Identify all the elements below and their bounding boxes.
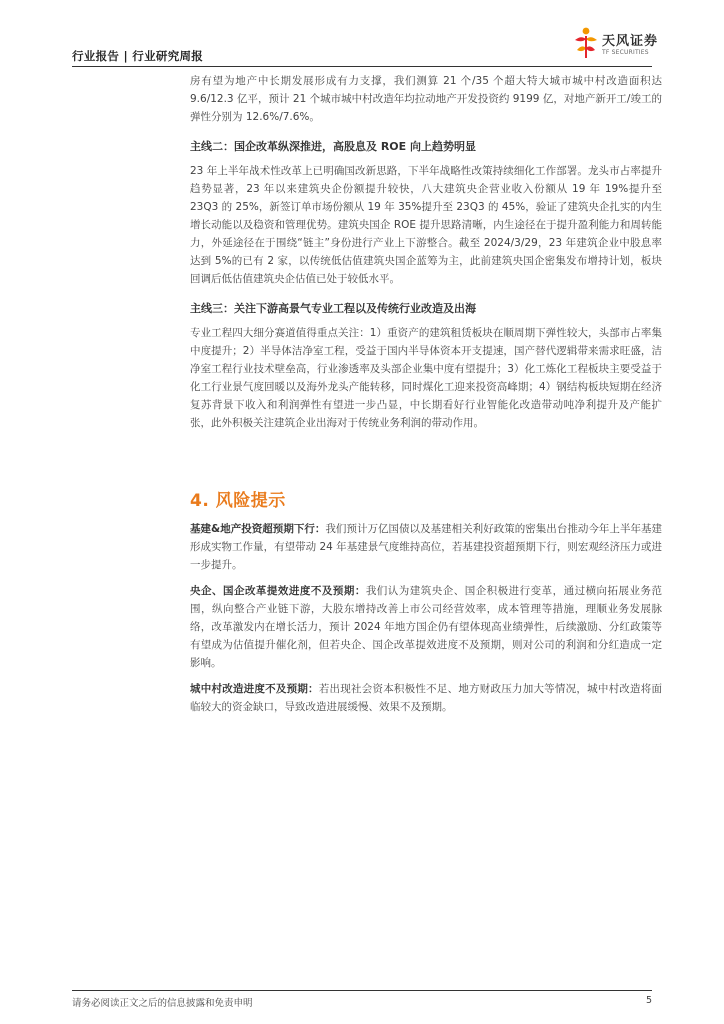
risk-item-text: 若出现社会资本积极性不足、地方财政压力加大等情况，城中村改造将面临较大的资金缺口，导致改造进展缓慢、效果不及预期。 bbox=[190, 683, 663, 713]
line3-body: 专业工程四大细分赛道值得重点关注：1）重资产的建筑租赁板块在顺周期下弹性较大，头部市占率集中度提升；2）半导体洁净室工程，受益于国内半导体资本开支提速，国产替代逻辑带来需求旺盛，洁净室工程行业技术壁垒高，行业渗透率及头部企业集中度有望提升；3）化工炼化工程板块主要受益于化工行业景气度回暖以及海外龙头产能转移，同时煤化工迎来投资高峰期；4）钢结构板块短期在经济复苏背景下收入和利润弹性有望进一步凸显，中长期看好行业智能化改造带动吨净利提升及产能扩张，此外积极关注建筑企业出海对于传统业务利润的带动作用。 bbox=[190, 327, 662, 429]
header-divider bbox=[72, 66, 652, 67]
risk-item-text: 我们认为建筑央企、国企积极进行变革，通过横向拓展业务范围，纵向整合产业链下游，大股东增持改善上市公司经营效率，成本管理等措施，理顺业务发展脉络，改革激发内在增长活力，预计 2024 年地方国企仍有望体现高业绩弹性，后续激励、分红政策等有望成为估值提升催化剂，但若央企、国企改革提效进度不及预期，则对公司的利润和分红造成一定影响。 bbox=[190, 585, 663, 669]
risk-item-lead: 央企、国企改革提效进度不及预期： bbox=[190, 585, 366, 597]
risk-list bbox=[190, 520, 662, 724]
risk-section-title: 4. 风险提示 bbox=[190, 491, 286, 511]
footer-disclaimer: 请务必阅读正文之后的信息披露和免责申明 bbox=[72, 998, 253, 1009]
risk-item bbox=[190, 582, 662, 672]
tf-logo-icon bbox=[572, 26, 600, 60]
intro-paragraph: 房有望为地产中长期发展形成有力支撑，我们测算 21 个/35 个超大特大城市城中村改造面积达 9.6/12.3 亿平，预计 21 个城市城中村改造年均拉动地产开发投资约 9199 亿，对地产新开工/竣工的弹性分别为 12.6%/7.6%。 bbox=[190, 75, 662, 123]
line2-body: 23 年上半年战术性改革上已明确国改新思路，下半年战略性改策持续细化工作部署。龙头市占率提升趋势显著，23 年以来建筑央企份额提升较快，八大建筑央企营业收入份额从 19 年 19%提升至 23Q3 的 25%，新签订单市场份额从 19 年 35%提升至 23Q3 的 45%，验证了建筑央企扎实的内生增长动能以及稳资和管理优势。建筑央国企 ROE 提升思路清晰，内生途径在于提升盈利能力和周转能力，外延途径在于围绕“链主”身份进行产业上下游整合。截至 2024/3/29，23 年建筑企业中股息率达到 5%的已有 2 家，以传统低估值建筑央国企蓝筹为主，此前建筑央国企密集发布增持计划，板块回调后低估值建筑央企估值已处于较低水平。 bbox=[190, 165, 662, 285]
footer-divider bbox=[72, 990, 652, 991]
risk-item-lead: 城中村改造进度不及预期： bbox=[190, 683, 319, 695]
line2-heading: 主线二：国企改革纵深推进，高股息及 ROE 向上趋势明显 bbox=[190, 140, 476, 153]
report-category-header: 行业报告 | 行业研究周报 bbox=[72, 49, 204, 63]
risk-item bbox=[190, 520, 662, 574]
risk-item-lead: 基建&地产投资超预期下行： bbox=[190, 523, 326, 535]
logo-name-cn: 天风证券 bbox=[602, 34, 659, 49]
page-number: 5 bbox=[646, 995, 653, 1006]
risk-item-text: 我们预计万亿国债以及基建相关利好政策的密集出台推动今年上半年基建形成实物工作量，有望带动 24 年基建景气度维持高位，若基建投资超预期下行，则宏观经济压力或进一步提升。 bbox=[190, 523, 662, 571]
logo-name-en: TF SECURITIES bbox=[602, 49, 649, 56]
line3-heading: 主线三：关注下游高景气专业工程以及传统行业改造及出海 bbox=[190, 302, 476, 315]
risk-item bbox=[190, 680, 662, 716]
main-content bbox=[190, 72, 662, 432]
company-logo bbox=[572, 24, 668, 62]
